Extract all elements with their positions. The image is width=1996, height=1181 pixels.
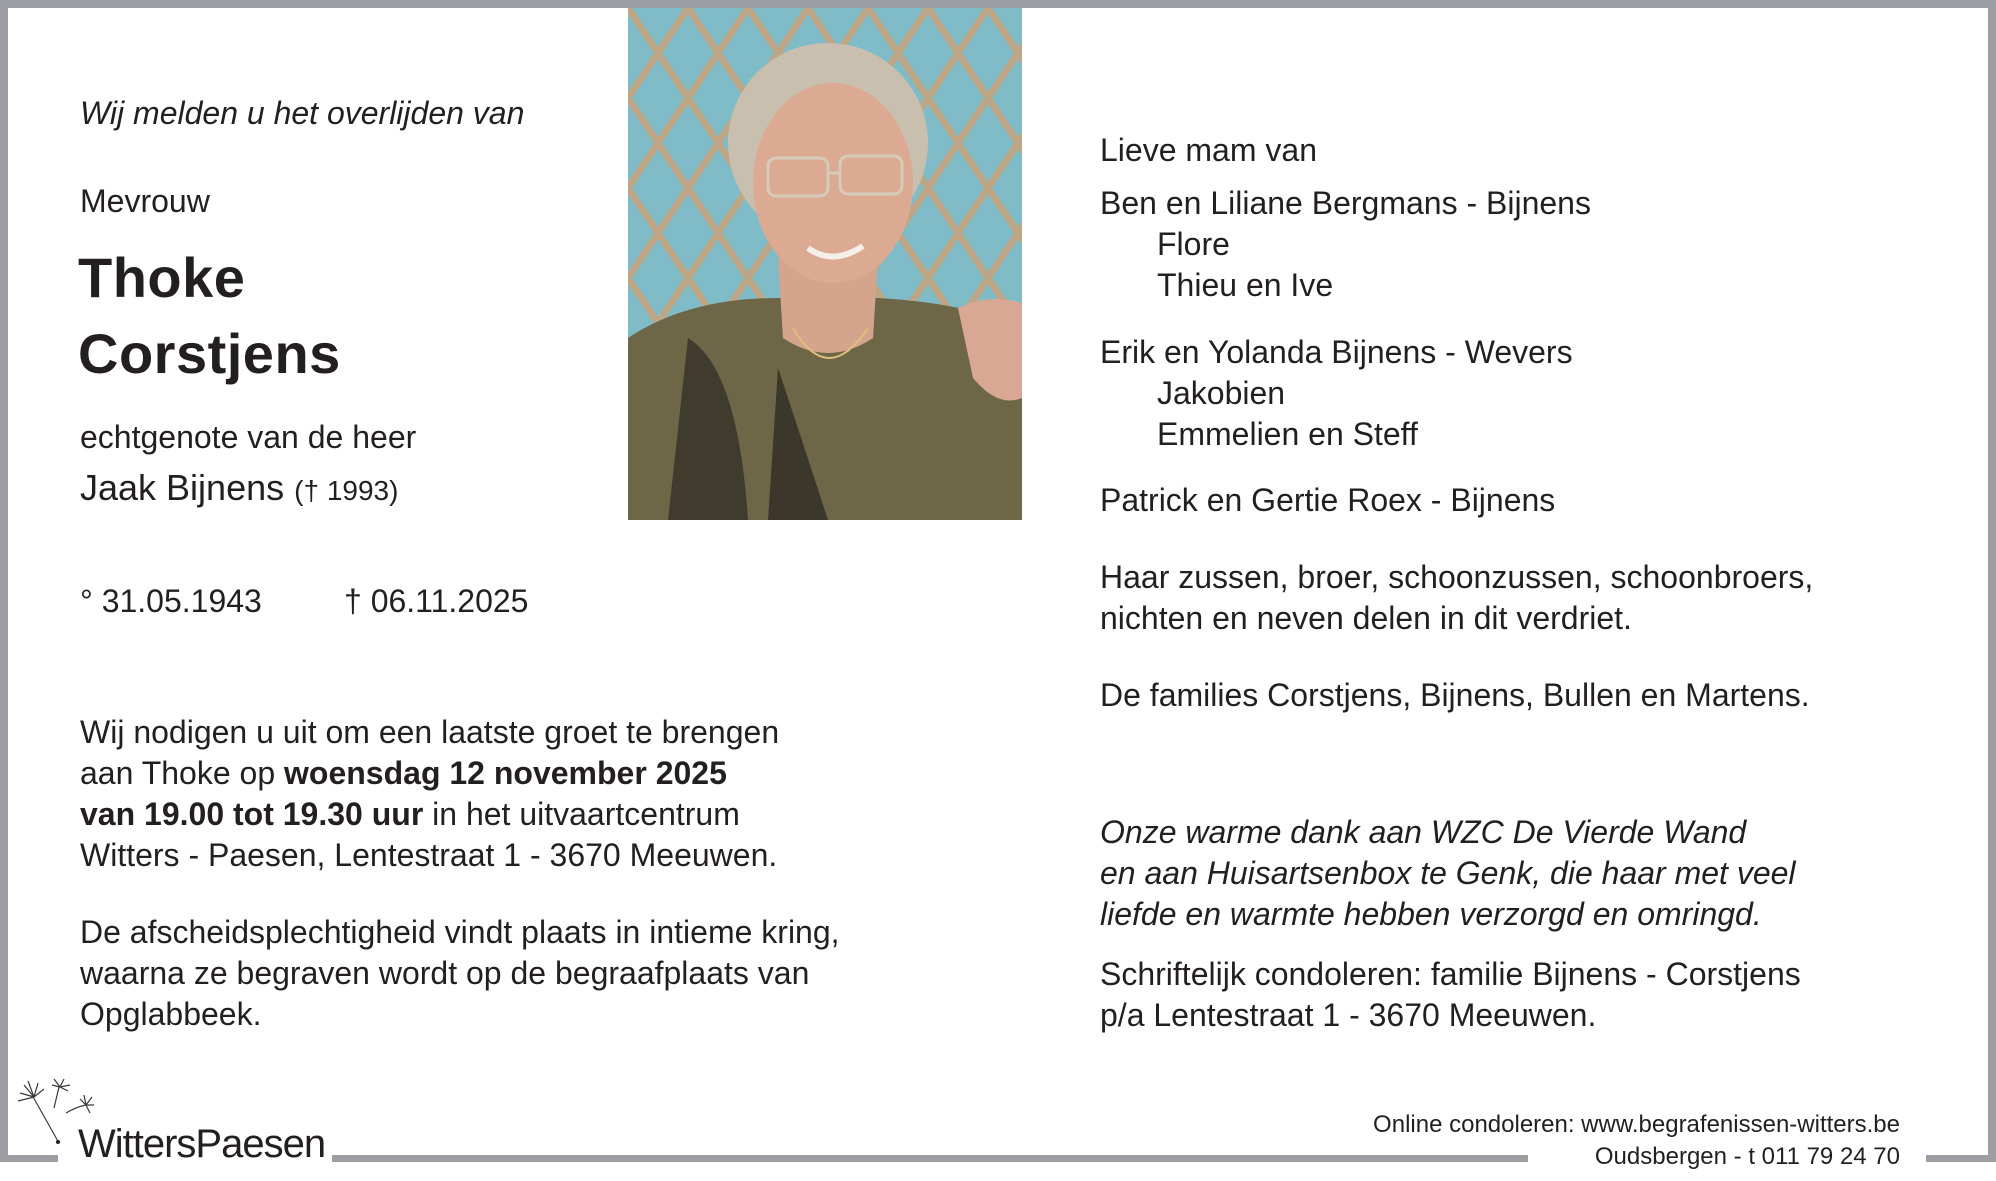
death-date: † 06.11.2025 [344,583,529,619]
spouse-label: echtgenote van de heer [80,419,417,455]
spouse-name-line [80,467,398,511]
invitation-text: aan Thoke op [80,755,285,791]
frame-border-bottom [1926,1155,1996,1162]
frame-border-left [0,0,8,1162]
honorific: Mevrouw [80,183,210,219]
ceremony-line-2: waarna ze begraven wordt op de begraafplaats van [80,955,810,991]
online-condolence-link[interactable]: Online condoleren: www.begrafenissen-witters.be [1373,1111,1900,1138]
siblings-line-1: Haar zussen, broer, schoonzussen, schoonbroers, [1100,559,1814,595]
family-parents: Patrick en Gertie Roex - Bijnens [1100,482,1556,518]
family-child: Flore [1157,226,1230,262]
family-child: Jakobien [1157,375,1286,411]
frame-border-bottom [332,1155,1528,1162]
portrait-illustration [628,8,1022,520]
siblings-line-2: nichten en neven delen in dit verdriet. [1100,600,1632,636]
condolence-line-1: Schriftelijk condoleren: familie Bijnens - Corstjens [1100,956,1801,992]
invitation-line-1: Wij nodigen u uit om een laatste groet te brengen [80,714,780,750]
thanks-line-1: Onze warme dank aan WZC De Vierde Wand [1100,814,1747,850]
invitation-line-2 [80,753,727,794]
frame-border-top [0,0,1996,8]
invitation-text: in het uitvaartcentrum [423,796,740,832]
family-child: Emmelien en Steff [1157,416,1418,452]
thanks-line-2: en aan Huisartsenbox te Genk, die haar met veel [1100,855,1796,891]
visitation-date: woensdag 12 november 2025 [284,755,727,791]
invitation-line-4: Witters - Paesen, Lentestraat 1 - 3670 Meeuwen. [80,837,778,873]
portrait-photo [628,8,1022,520]
condolence-line-2: p/a Lentestraat 1 - 3670 Meeuwen. [1100,997,1597,1033]
spouse-name: Jaak Bijnens [80,467,285,508]
ceremony-line-1: De afscheidsplechtigheid vindt plaats in intieme kring, [80,914,840,950]
deceased-first-name: Thoke [78,246,246,309]
relationship-label: Lieve mam van [1100,132,1317,168]
frame-border-right [1988,0,1996,1162]
family-parents: Ben en Liliane Bergmans - Bijnens [1100,185,1591,221]
families-line: De families Corstjens, Bijnens, Bullen en Martens. [1100,677,1810,713]
spouse-death-year: († 1993) [294,475,399,506]
birth-date: ° 31.05.1943 [80,583,262,619]
intro-text: Wij melden u het overlijden van [80,95,525,131]
company-logo: WittersPaesen [78,1122,326,1166]
deceased-last-name: Corstjens [78,322,341,385]
visitation-time: van 19.00 tot 19.30 uur [80,796,424,832]
funeral-home-contact: Oudsbergen - t 011 79 24 70 [1594,1143,1900,1170]
family-child: Thieu en Ive [1157,267,1334,303]
invitation-line-3 [80,794,740,835]
ceremony-line-3: Opglabbeek. [80,996,262,1032]
family-parents: Erik en Yolanda Bijnens - Wevers [1100,334,1573,370]
thanks-line-3: liefde en warmte hebben verzorgd en omringd. [1100,896,1762,932]
